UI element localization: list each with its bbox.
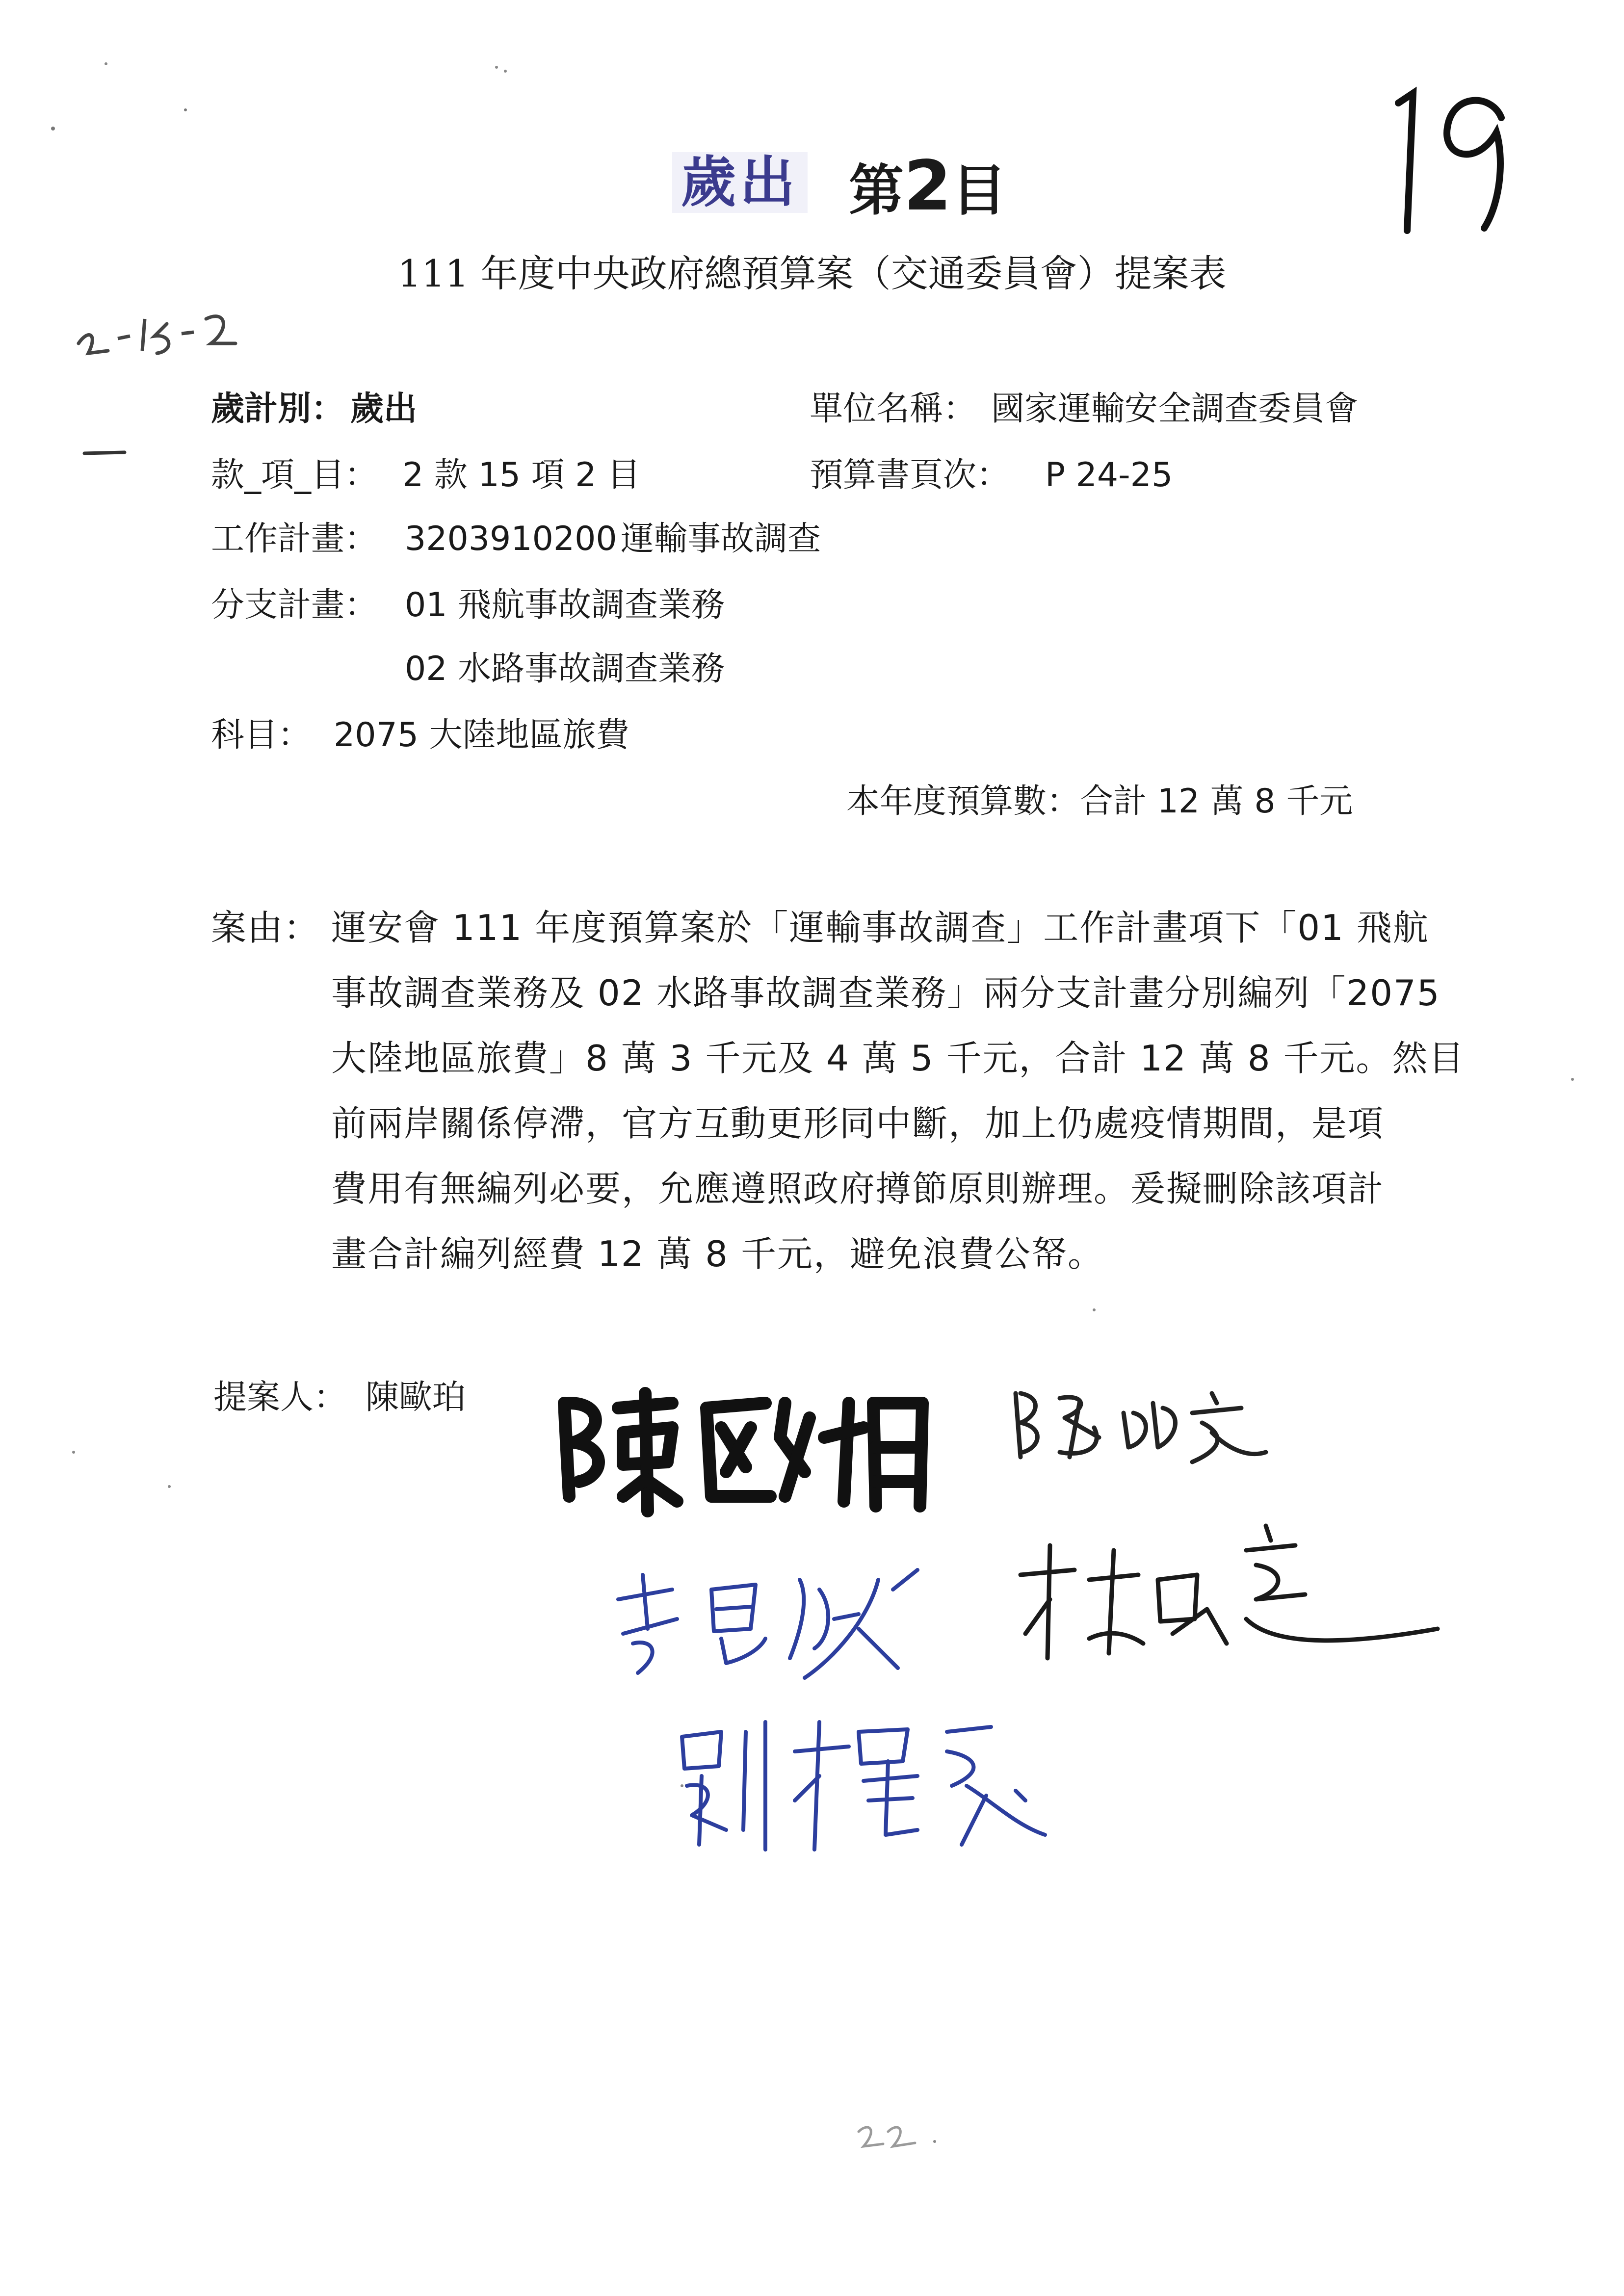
item-number-stamp <box>849 146 1007 226</box>
total-budget: 本年度預算數：合計 12 萬 8 千元 <box>846 782 1353 821</box>
unit-label: 單位名稱： <box>810 390 977 428</box>
footer-mark <box>854 2119 922 2154</box>
item-label: 款_項_目： <box>211 456 378 495</box>
signature-3 <box>603 1560 927 1688</box>
item-prefix: 第 <box>849 158 904 223</box>
item-number: 2 <box>904 146 952 226</box>
expenditure-stamp: 歲出 <box>672 152 808 213</box>
page-label: 預算書頁次： <box>810 456 1010 495</box>
branch-label: 分支計畫： <box>211 586 378 625</box>
item-value: 2 款 15 項 2 目 <box>402 456 641 495</box>
item-suffix: 目 <box>951 158 1007 223</box>
signature-2 <box>1006 1374 1281 1472</box>
margin-dash <box>82 449 127 456</box>
case-line-1: 運安會 111 年度預算案於「運輸事故調查」工作計畫項下「01 飛航 <box>331 907 1429 948</box>
page-value: P 24-25 <box>1045 456 1173 495</box>
case-label: 案由： <box>211 907 320 948</box>
signature-4 <box>1011 1521 1452 1668</box>
case-line-2: 事故調查業務及 02 水路事故調查業務」兩分支計畫分別編列「2075 <box>331 972 1441 1014</box>
handwritten-page-number <box>1379 74 1521 235</box>
signature-5 <box>672 1702 1099 1859</box>
margin-note-handwritten <box>69 289 255 373</box>
plan-label: 工作計畫： <box>211 520 378 558</box>
plan-name: 運輸事故調查 <box>621 520 821 558</box>
case-line-4: 前兩岸關係停滯，官方互動更形同中斷，加上仍處疫情期間，是項 <box>331 1103 1385 1144</box>
page-title: 111 年度中央政府總預算案（交通委員會）提案表 <box>397 252 1227 295</box>
branch-item-1: 01 飛航事故調查業務 <box>405 586 725 625</box>
branch-item-2: 02 水路事故調查業務 <box>405 650 725 688</box>
unit-value: 國家運輸安全調查委員會 <box>991 390 1359 428</box>
subject-value: 2075 大陸地區旅費 <box>334 716 629 755</box>
case-line-5: 費用有無編列必要，允應遵照政府撙節原則辦理。爰擬刪除該項計 <box>331 1168 1385 1209</box>
budget-type-value: 歲出 <box>350 390 418 428</box>
signature-1 <box>550 1374 942 1521</box>
budget-type-label: 歲計別： <box>211 390 345 428</box>
case-line-3: 大陸地區旅費」8 萬 3 千元及 4 萬 5 千元，合計 12 萬 8 千元。然目 <box>331 1038 1465 1079</box>
subject-label: 科目： <box>211 716 312 755</box>
proposer-label: 提案人： <box>213 1378 347 1417</box>
plan-code: 3203910200 <box>405 520 617 558</box>
case-line-6: 畫合計編列經費 12 萬 8 千元，避免浪費公帑。 <box>331 1233 1104 1275</box>
proposer-name: 陳歐珀 <box>366 1378 466 1417</box>
